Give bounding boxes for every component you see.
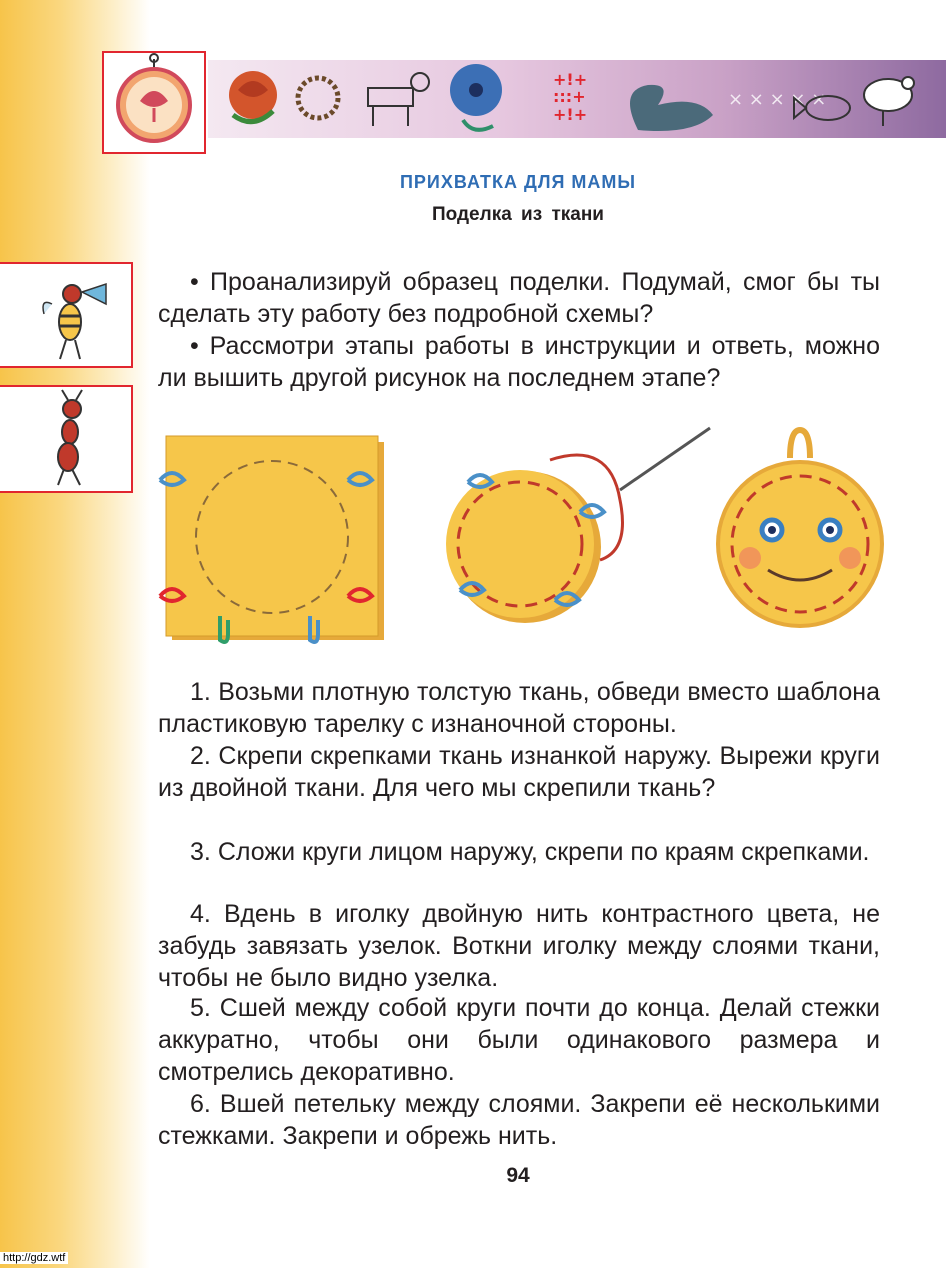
- potholder-emblem-icon: [104, 53, 204, 152]
- svg-text::::+: :::+: [553, 87, 586, 106]
- page-number: 94: [506, 1164, 530, 1187]
- step-4-number: 4.: [190, 900, 211, 928]
- rose-icon: [229, 71, 277, 122]
- step-4: [158, 898, 880, 994]
- intro-question-1: • Проанализируй образец поделки. Подумай, смог бы ты сделать эту работу без подробной схемы?: [158, 268, 880, 328]
- ant-thinker-icon-frame: [0, 385, 133, 493]
- step-1-number: 1.: [190, 678, 211, 706]
- step-2-text: Скрепи скрепками ткань изнанкой наружу. Вырежи круги из двойной ткани. Для чего мы скрепили ткань?: [158, 742, 880, 802]
- fabric-circle-sewing-icon: [446, 428, 710, 623]
- left-margin-band: [0, 0, 150, 1268]
- cornflower-icon: [450, 64, 502, 130]
- step-3-number: 3.: [190, 838, 211, 866]
- step-2: [158, 740, 880, 804]
- swan-icon: [630, 85, 713, 131]
- header-ornament-strip: [208, 60, 946, 138]
- step-1-text: Возьми плотную толстую ткань, обведи вместо шаблона пластиковую тарелку с изнаночной стороны.: [158, 678, 880, 738]
- bee-trumpet-icon: [0, 264, 131, 366]
- watermark-link[interactable]: http://gdz.wtf: [0, 1252, 68, 1264]
- svg-text:+!+: +!+: [553, 70, 588, 89]
- step-6-text: Вшей петельку между слоями. Закрепи её несколькими стежками. Закрепи и обрежь нить.: [158, 1090, 880, 1150]
- x-stitch-row-icon: × × × × ×: [728, 89, 827, 110]
- fabric-square-with-clips-icon: [160, 436, 384, 642]
- finished-potholder-icon: [716, 430, 884, 628]
- step-5-number: 5.: [190, 994, 211, 1022]
- bird-icon: [864, 77, 914, 126]
- dog-icon: [368, 73, 429, 126]
- step-6-number: 6.: [190, 1090, 211, 1118]
- intro-question-2: • Рассмотри этапы работы в инструкции и ответь, можно ли вышить другой рисунок на последнем этапе?: [158, 332, 880, 392]
- step-2-number: 2.: [190, 742, 211, 770]
- step-5-text: Сшей между собой круги почти до конца. Делай стежки аккуратно, чтобы они были одинакового размера и смотрелись декоративно.: [158, 994, 880, 1086]
- step-4-text: Вдень в иголку двойную нить контрастного цвета, не забудь завязать узелок. Воткни иголку между слоями ткани, чтобы не было видно узелка.: [158, 900, 880, 992]
- step-3-text: Сложи круги лицом наружу, скрепи по краям скрепками.: [217, 838, 870, 866]
- step-5: [158, 992, 880, 1088]
- step-3: [158, 836, 880, 868]
- page-title: ПРИХВАТКА ДЛЯ МАМЫ: [399, 172, 637, 192]
- page-subtitle: Поделка из ткани: [431, 204, 604, 225]
- potholder-emblem-frame: [102, 51, 206, 154]
- svg-text:+!+: +!+: [553, 105, 588, 124]
- cross-stitch-icon: [553, 70, 587, 124]
- ant-messenger-icon-frame: [0, 262, 133, 368]
- steps-illustration: [150, 420, 900, 660]
- step-1: [158, 676, 880, 740]
- wreath-icon: [298, 78, 338, 118]
- ant-icon: [0, 387, 131, 491]
- step-6: [158, 1088, 880, 1152]
